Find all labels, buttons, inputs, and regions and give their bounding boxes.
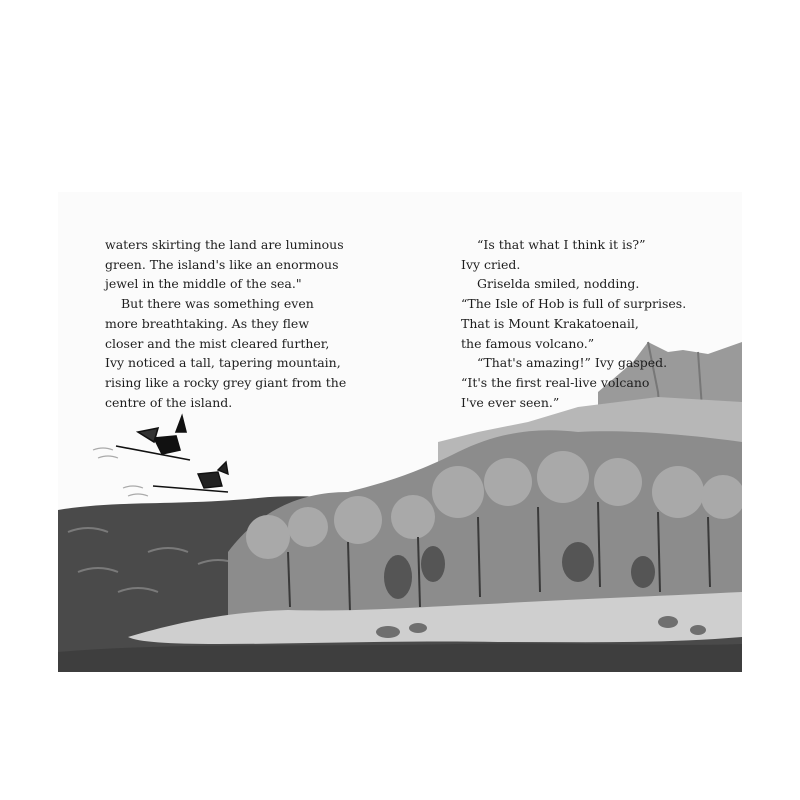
text-line: Ivy noticed a tall, tapering mountain, bbox=[105, 355, 341, 371]
text-line: the famous volcano.” bbox=[461, 335, 595, 351]
right-text-column bbox=[461, 235, 711, 412]
text-line: “That's amazing!” Ivy gasped. bbox=[477, 355, 668, 371]
text-line: “Is that what I think it is?” bbox=[477, 237, 646, 252]
text-line: centre of the island. bbox=[105, 394, 233, 410]
text-line: waters skirting the land are luminous bbox=[105, 237, 344, 252]
text-line: green. The island's like an enormous bbox=[105, 256, 339, 272]
left-text-column bbox=[105, 235, 355, 412]
witch-broom-figure-small bbox=[153, 462, 228, 492]
text-line: Ivy cried. bbox=[461, 256, 521, 272]
witch-broom-figure bbox=[116, 416, 190, 460]
text-line: rising like a rocky grey giant from the bbox=[105, 374, 347, 390]
text-line: more breathtaking. As they flew bbox=[105, 315, 310, 331]
book-spread bbox=[58, 192, 742, 672]
text-line: “It's the first real-live volcano bbox=[461, 374, 650, 390]
text-line: I've ever seen.” bbox=[461, 394, 560, 410]
text-line: closer and the mist cleared further, bbox=[105, 335, 330, 351]
broom-motion-lines bbox=[93, 448, 148, 496]
text-line: That is Mount Krakatoenail, bbox=[461, 315, 639, 331]
text-line: “The Isle of Hob is full of surprises. bbox=[461, 296, 687, 312]
text-line: jewel in the middle of the sea." bbox=[105, 276, 302, 292]
text-line: But there was something even bbox=[121, 296, 314, 312]
foreground-rock bbox=[58, 644, 742, 672]
text-line: Griselda smiled, nodding. bbox=[477, 276, 640, 292]
